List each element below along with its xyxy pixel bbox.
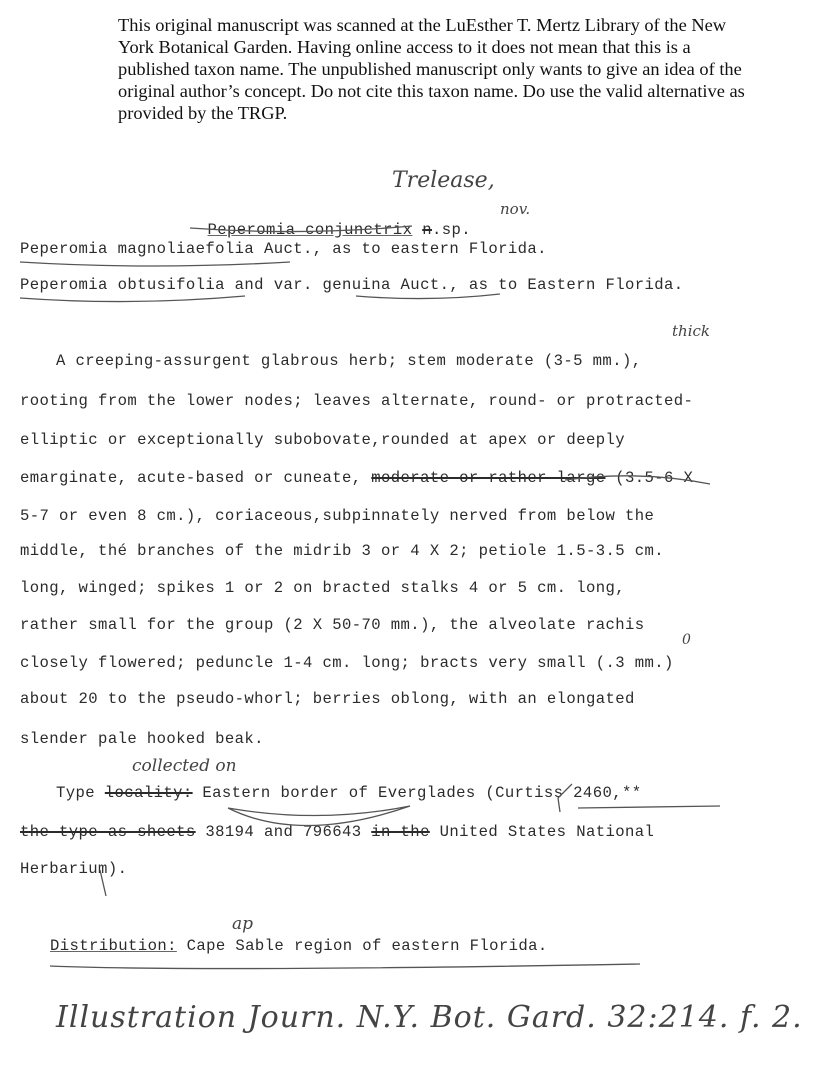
desc-line-3: elliptic or exceptionally subobovate,rounded at apex or deeply bbox=[20, 431, 625, 449]
struck-locality: locality: bbox=[104, 784, 193, 802]
type-rest-1: Eastern border of Everglades (Curtiss 2460,** bbox=[192, 784, 642, 802]
struck-phrase: moderate or rather large bbox=[371, 469, 606, 487]
synonym-2: Peperomia obtusifolia and var. genuina Auct., as to Eastern Florida. bbox=[20, 276, 684, 294]
desc-line-2: rooting from the lower nodes; leaves alternate, round- or protracted- bbox=[20, 392, 694, 410]
desc-line-6: middle, thé branches of the midrib 3 or 4 X 2; petiole 1.5-3.5 cm. bbox=[20, 542, 665, 560]
scan-notice: This original manuscript was scanned at the LuEsther T. Mertz Library of the New York Botanical Garden. Having online access to it does not mean that this is a published taxon name. The unpublished manuscript only wants to give an idea of the original author’s concept. Do not cite this taxon name. Do use the valid alternative as provided by the TRGP. bbox=[118, 15, 745, 123]
desc-line-9: closely flowered; peduncle 1-4 cm. long; bracts very small (.3 mm.) bbox=[20, 654, 674, 672]
author-annotation: Trelease, bbox=[392, 168, 495, 193]
species-suffix: .sp. bbox=[431, 221, 471, 239]
ap-annotation: ap bbox=[232, 914, 254, 934]
nov-annotation: nov. bbox=[500, 200, 531, 218]
species-heading bbox=[188, 203, 471, 239]
synonym-1: Peperomia magnoliaefolia Auct., as to eastern Florida. bbox=[20, 240, 547, 258]
struck-type-sheets: the type as sheets bbox=[20, 823, 196, 841]
desc-line-11: slender pale hooked beak. bbox=[20, 730, 264, 748]
desc-line-7: long, winged; spikes 1 or 2 on bracted stalks 4 or 5 cm. long, bbox=[20, 579, 625, 597]
collected-annotation: collected on bbox=[132, 756, 237, 776]
desc-line-4 bbox=[20, 469, 693, 487]
illustration-annotation: Illustration Journ. N.Y. Bot. Gard. 32:214. f. 2. bbox=[56, 1000, 803, 1035]
struck-in-the: in the bbox=[371, 823, 430, 841]
desc-line-8: rather small for the group (2 X 50-70 mm.), the alveolate rachis bbox=[20, 616, 645, 634]
sheet-numbers: 38194 and 796643 bbox=[195, 823, 372, 841]
thick-annotation: thick bbox=[672, 322, 710, 340]
zero-annotation: 0 bbox=[682, 632, 691, 648]
distribution-line bbox=[50, 937, 548, 955]
type-rest-2: United States National bbox=[429, 823, 655, 841]
desc-line-5: 5-7 or even 8 cm.), coriaceous,subpinnately nerved from below the bbox=[20, 507, 655, 525]
distribution-text: Cape Sable region of eastern Florida. bbox=[176, 937, 548, 955]
desc-line-4-a: emarginate, acute-based or cuneate, bbox=[20, 469, 372, 487]
type-line-3: Herbarium). bbox=[20, 860, 128, 878]
desc-line-1: A creeping-assurgent glabrous herb; stem moderate (3-5 mm.), bbox=[56, 352, 642, 370]
species-name: Peperomia conjunctrix bbox=[207, 221, 413, 239]
desc-line-10: about 20 to the pseudo-whorl; berries oblong, with an elongated bbox=[20, 690, 635, 708]
type-label: Type bbox=[56, 784, 105, 802]
type-line-1 bbox=[56, 784, 641, 802]
type-line-2 bbox=[20, 823, 654, 841]
distribution-label: Distribution: bbox=[50, 937, 177, 955]
desc-line-4-b: (3.5-6 X bbox=[605, 469, 694, 487]
struck-letter: n bbox=[422, 221, 432, 239]
